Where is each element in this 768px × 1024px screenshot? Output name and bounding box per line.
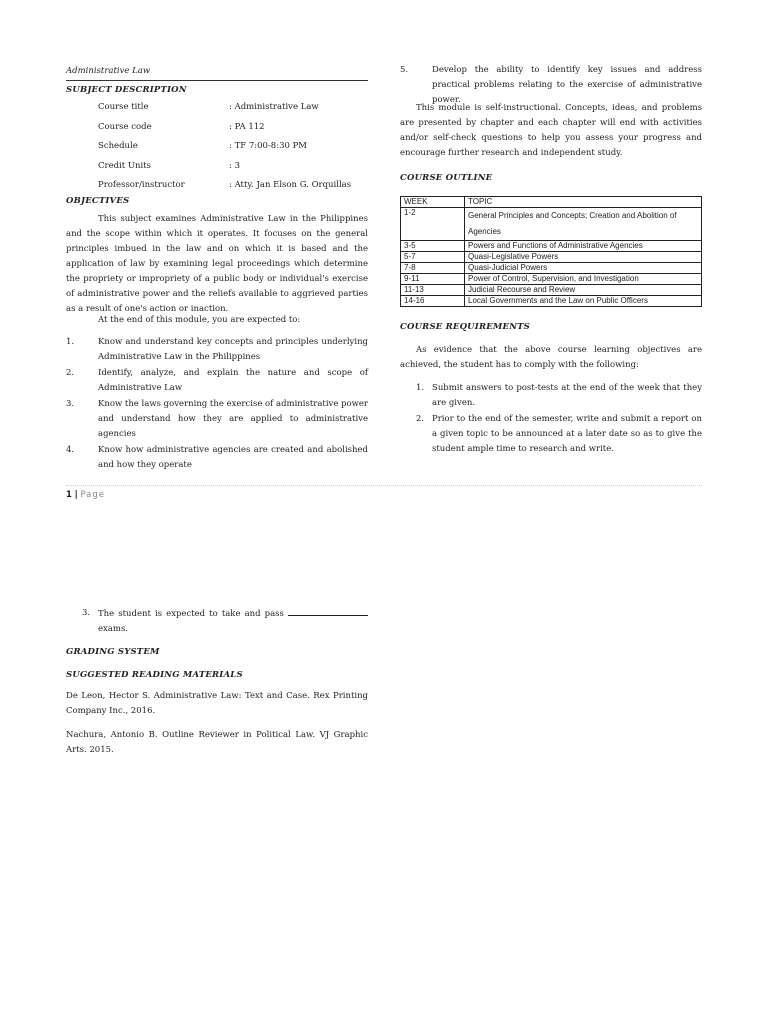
reading-reference-2: Nachura, Antonio B. Outline Reviewer in Political Law. VJ Graphic Arts. 2015.: [66, 730, 368, 755]
list-item: 1. Submit answers to post-tests at the end of the week that they are given.: [416, 383, 702, 408]
column-header-topic: TOPIC: [465, 197, 702, 208]
detail-label: Course title: [98, 102, 149, 112]
list-item: 3. Know the laws governing the exercise of administrative power and understand how they are applied to administrative agencies: [66, 399, 368, 439]
week-cell: 9-11: [401, 274, 465, 285]
table-row: [401, 263, 702, 274]
course-outline-heading: COURSE OUTLINE: [400, 173, 493, 183]
objectives-paragraph: This subject examines Administrative Law in the Philippines and the scope within which it operates. It focuses on the general principles imbued in the law and on which it is based and the application of law by examining legal proceedings which determine the propriety or impropriety of a public body or individual's exercise of administrative power and the reliefs available to aggrieved parties as a result of one's action or inaction.: [66, 214, 368, 314]
table-row: [401, 285, 702, 296]
table-row: [401, 296, 702, 307]
grading-system-heading: GRADING SYSTEM: [66, 647, 160, 657]
course-requirements-heading: COURSE REQUIREMENTS: [400, 322, 531, 332]
detail-value: : TF 7:00-8:30 PM: [229, 141, 308, 151]
detail-value: : Administrative Law: [229, 102, 319, 112]
topic-cell: Quasi-Judicial Powers: [465, 263, 702, 274]
table-row: [401, 252, 702, 263]
subject-details-table: [98, 100, 368, 198]
course-requirements-intro: As evidence that the above course learning objectives are achieved, the student has to comply with the following:: [400, 345, 702, 370]
topic-cell: Judicial Recourse and Review: [465, 285, 702, 296]
course-requirements-list: [400, 381, 702, 458]
topic-cell: General Principles and Concepts; Creation and Abolition of Agencies: [465, 208, 702, 241]
objectives-heading: OBJECTIVES: [66, 196, 130, 206]
page-label: Page: [80, 490, 106, 500]
column-header-week: WEEK: [401, 197, 465, 208]
week-cell: 11-13: [401, 285, 465, 296]
page-divider: [66, 485, 702, 486]
subject-description-heading: SUBJECT DESCRIPTION: [66, 85, 187, 95]
detail-value: : Atty. Jan Elson G. Orquillas: [229, 180, 352, 190]
course-requirements-list-continued: [66, 606, 368, 638]
list-item: 1. Know and understand key concepts and principles underlying Administrative Law in the Philippines: [66, 337, 368, 362]
week-cell: 1-2: [401, 208, 465, 241]
running-header: Administrative Law: [66, 64, 368, 81]
detail-row-credit-units: [98, 159, 368, 179]
list-item: 4. Know how administrative agencies are created and abolished and how they operate: [66, 445, 368, 470]
reading-materials-heading: SUGGESTED READING MATERIALS: [66, 670, 243, 680]
week-cell: 7-8: [401, 263, 465, 274]
table-row: [401, 208, 702, 241]
detail-label: Professor/instructor: [98, 180, 185, 190]
list-item: 2. Prior to the end of the semester, write and submit a report on a given topic to be announced at a later date so as to give the student ample time to research and write.: [416, 414, 702, 454]
objectives-intro: At the end of this module, you are expected to:: [98, 315, 301, 325]
objectives-list: [66, 335, 368, 474]
detail-value: : PA 112: [229, 121, 265, 132]
fill-in-blank: [288, 606, 368, 616]
page-footer: [66, 488, 105, 503]
list-item: 5. Develop the ability to identify key issues and address practical problems relating to the exercise of administrative power.: [400, 65, 702, 105]
week-cell: 5-7: [401, 252, 465, 263]
detail-row-schedule: [98, 139, 368, 159]
detail-row-course-code: [98, 120, 368, 140]
week-cell: 14-16: [401, 296, 465, 307]
topic-cell: Powers and Functions of Administrative Agencies: [465, 241, 702, 252]
reading-reference-1: De Leon, Hector S. Administrative Law: Text and Case. Rex Printing Company Inc., 2016.: [66, 691, 368, 716]
detail-row-course-title: [98, 100, 368, 120]
week-cell: 3-5: [401, 241, 465, 252]
detail-value: : 3: [229, 160, 240, 171]
detail-row-professor: [98, 178, 368, 198]
list-item: 2. Identify, analyze, and explain the nature and scope of Administrative Law: [66, 368, 368, 393]
table-row: [401, 241, 702, 252]
topic-cell: Local Governments and the Law on Public Officers: [465, 296, 702, 307]
page-number: 1: [66, 490, 72, 500]
topic-cell: Quasi-Legislative Powers: [465, 252, 702, 263]
list-item: 3. The student is expected to take and pass exams.: [66, 606, 368, 637]
topic-cell: Power of Control, Supervision, and Investigation: [465, 274, 702, 285]
self-instruction-paragraph: This module is self-instructional. Concepts, ideas, and problems are presented by chapter and each chapter will end with activities and/or self-check questions to help you assess your progress and encourage further research and independent study.: [400, 103, 702, 158]
detail-label: Credit Units: [98, 160, 152, 171]
table-header-row: [401, 197, 702, 208]
footer-separator: |: [74, 490, 78, 500]
detail-label: Schedule: [98, 141, 138, 151]
detail-label: Course code: [98, 121, 152, 132]
course-outline-table: [400, 196, 702, 307]
table-row: [401, 274, 702, 285]
